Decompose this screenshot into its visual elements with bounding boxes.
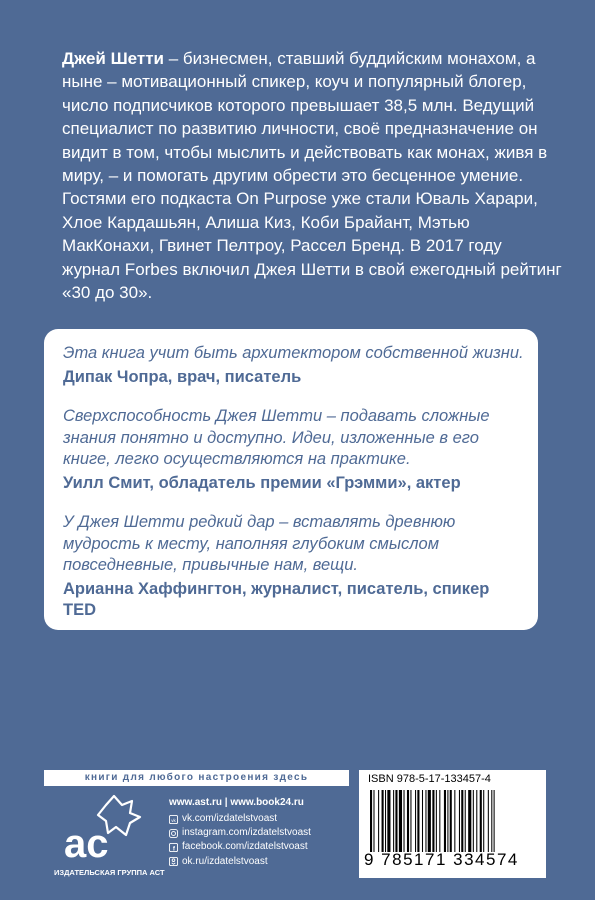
publisher-name: ИЗДАТЕЛЬСКАЯ ГРУППА АСТ bbox=[54, 868, 165, 877]
social-link-ok[interactable] bbox=[169, 855, 311, 869]
author-name: Джей Шетти bbox=[62, 49, 164, 68]
quote-item bbox=[63, 343, 526, 388]
publisher-tagline: книги для любого настроения здесь bbox=[44, 770, 349, 786]
quote-author: Уилл Смит, обладатель премии «Грэмми», актер bbox=[63, 473, 461, 492]
facebook-icon bbox=[169, 843, 178, 852]
publisher-logo bbox=[56, 793, 152, 863]
social-link-vk[interactable] bbox=[169, 812, 311, 826]
publisher-logo-text: ас bbox=[64, 822, 109, 863]
quotes-card bbox=[44, 329, 538, 630]
website-links[interactable]: www.ast.ru | www.book24.ru bbox=[169, 797, 304, 808]
isbn-text: ISBN 978-5-17-133457-4 bbox=[368, 773, 491, 785]
social-link-text: vk.com/izdatelstvoast bbox=[182, 813, 278, 824]
social-link-text: ok.ru/izdatelstvoast bbox=[182, 855, 268, 867]
social-link-text: facebook.com/izdatelstvoast bbox=[182, 841, 308, 853]
author-bio-text: – бизнесмен, ставший буддийским монахом, а ныне – мотивационный спикер, коуч и популярный блогер, число подписчиков которого превышает 38,5 млн. Ведущий специалист по развитию личности, своё предназначение он видит в том, чтобы мыслить и действовать как монах, живя в миру, – и помогать другим обрести это бесценное умение. Гостями его подкаста On Purpose уже стали Юваль Харари, Хлое Кардашьян, Алиша Киз, Коби Брайант, Мэтью МакКонахи, Гвинет Пелтроу, Рассел Бренд. В 2017 году журнал Forbes включил Джея Шетти в свой ежегодный рейтинг «30 до 30». bbox=[62, 49, 562, 303]
svg-text:vk: vk bbox=[171, 817, 176, 823]
quote-text: Эта книга учит быть архитектором собственной жизни. bbox=[63, 344, 524, 362]
quote-author: Дипак Чопра, врач, писатель bbox=[63, 367, 302, 386]
barcode bbox=[368, 790, 538, 852]
svg-text:f: f bbox=[172, 845, 176, 852]
barcode-digits: 9 785171 334574 bbox=[364, 850, 519, 869]
author-bio bbox=[62, 47, 562, 304]
quote-item bbox=[63, 406, 526, 494]
social-link-text: instagram.com/izdatelstvoast bbox=[182, 827, 311, 839]
social-links bbox=[169, 812, 311, 869]
quote-item bbox=[63, 512, 526, 622]
instagram-icon bbox=[169, 829, 178, 838]
isbn-barcode-box bbox=[359, 770, 546, 878]
quote-text: Сверхспособность Джея Шетти – подавать сложные знания понятно и доступно. Идеи, изложенные в его книге, легко осуществляются на практике. bbox=[63, 407, 490, 468]
vk-icon bbox=[169, 815, 178, 824]
social-link-instagram[interactable] bbox=[169, 826, 311, 840]
quote-text: У Джея Шетти редкий дар – вставлять древнюю мудрость к месту, наполняя глубоким смыслом повседневные, привычные нам, вещи. bbox=[63, 513, 456, 574]
ok-icon bbox=[169, 857, 178, 866]
quote-author: Арианна Хаффингтон, журналист, писатель, спикер TED bbox=[63, 579, 490, 619]
social-link-facebook[interactable] bbox=[169, 840, 311, 854]
